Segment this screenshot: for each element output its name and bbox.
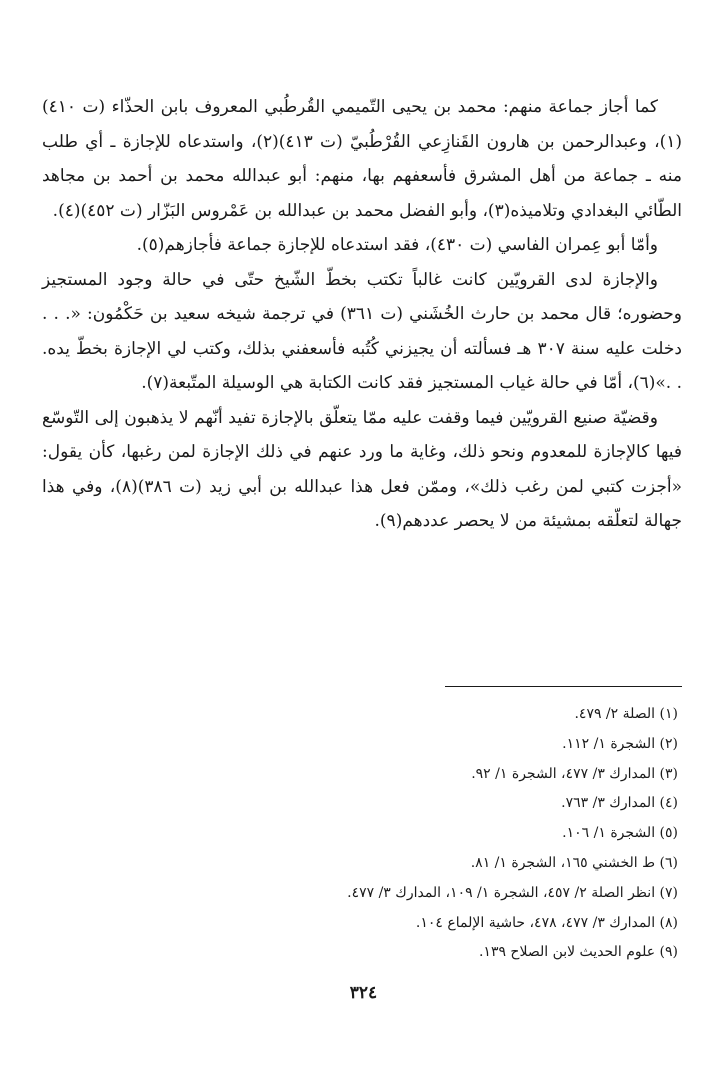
footnote-5: (٥) الشجرة ١/ ١٠٦. [562,825,678,842]
main-text [42,90,682,539]
footnote-8: (٨) المدارك ٣/ ٤٧٧، ٤٧٨، حاشية الإلماع ١٠٤. [415,914,678,931]
footnote-6: (٦) ط الخشني ١٦٥، الشجرة ١/ ٨١. [470,854,678,871]
footnote-2: (٢) الشجرة ١/ ١١٢. [562,735,678,752]
page-number: ٣٢٤ [349,983,378,1003]
paragraph-2: وأمّا أبو عِمران الفاسي (ت ٤٣٠)، فقد استدعاه للإجازة جماعة فأجازهم(٥). [136,235,658,255]
paragraph-1: كما أجاز جماعة منهم: محمد بن يحيى التّميمي القُرطُبي المعروف بابن الحذّاء (ت ٤١٠)(١)، وعبدالرحمن بن هارون القَنازِعي القُرْطُبيّ (ت ٤١٣)(٢)، واستدعاه للإجازة ـ أي طلب منه ـ جماعة من أهل المشرق فأسعفهم بها، منهم: أبو عبدالله محمد بن أحمد بن مجاهد الطّائي البغدادي وتلاميذه(٣)، وأبو الفضل محمد بن عبدالله بن عَمْروس البَزّار (ت ٤٥٢)(٤). [42,97,682,221]
footnote-9: (٩) علوم الحديث لابن الصلاح ١٣٩. [478,944,678,961]
footnote-7: (٧) انظر الصلة ٢/ ٤٥٧، الشجرة ١/ ١٠٩، المدارك ٣/ ٤٧٧. [347,884,678,901]
footnote-4: (٤) المدارك ٣/ ٧٦٣. [561,795,678,812]
footnotes-list [42,700,682,968]
paragraph-4: وقضيّة صنيع القرويّين فيما وقفت عليه ممّا يتعلّق بالإجازة تفيد أنّهم لا يذهبون إلى التّوسّع فيها كالإجازة للمعدوم ونحو ذلك، وغاية ما ورد عنهم في ذلك الإجازة لمن رغبها، كأن يقول: «أجزت كتبي لمن رغب ذلك»، وممّن فعل هذا عبدالله بن أبي زيد (ت ٣٨٦)(٨)، وفي هذا جهالة لتعلّقه بمشيئة من لا يحصر عددهم(٩). [42,407,683,531]
paragraph-3: والإجازة لدى القرويّين كانت غالباً تكتب بخطّ الشّيخ حتّى في حالة وجود المستجيز وحضوره؛ قال محمد بن حارث الخُشَني (ت ٣٦١) في ترجمة شيخه سعيد بن حَكْمُون: «. . . دخلت عليه سنة ٣٠٧ هـ فسألته أن يجيزني كُتُبه فأسعفني بذلك، وكتب لي الإجازة بخطّ يده. . .»(٦)، أمّا في حالة غياب المستجيز فقد كانت الكتابة هي الوسيلة المتّبعة(٧). [42,269,682,393]
footnote-1: (١) الصلة ٢/ ٤٧٩. [574,706,678,722]
footnote-3: (٣) المدارك ٣/ ٤٧٧، الشجرة ١/ ٩٢. [471,765,678,782]
footnote-divider [445,686,682,687]
